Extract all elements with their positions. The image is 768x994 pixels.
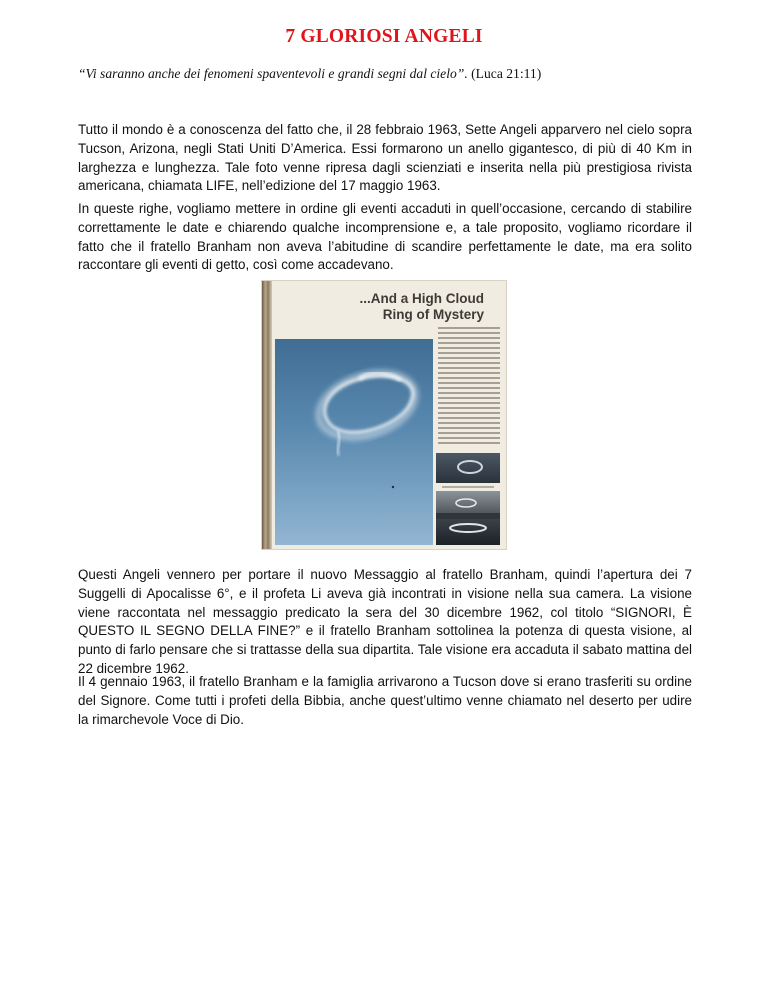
thumbnail-caption-1 [442,486,494,488]
magazine-headline-line1: ...And a High Cloud [359,291,484,306]
magazine-headline-line2: Ring of Mystery [382,307,484,322]
quote-reference: (Luca 21:11) [471,66,542,81]
magazine-thumbnail-1 [436,453,500,483]
paragraph-2: In queste righe, vogliamo mettere in ordine gli eventi accaduti in quell’occasione, cercando di stabilire correttamente le date e chiarendo qualche incomprensione e, a tale proposito, vogliamo ricordare il fatto che il fratello Branham non aveva l’abitudine di scandire perfettamente le date, ma era solito raccontare gli eventi di getto, così come accadevano. [78,201,692,273]
document-title: 7 GLORIOSI ANGELI [285,26,483,47]
paragraph-4: Il 4 gennaio 1963, il fratello Branham e la famiglia arrivarono a Tucson dove si erano trasferiti su ordine del Signore. Come tutti i profeti della Bibbia, anche quest’ultimo venne chiamato nel deserto per udire la rimarchevole Voce di Dio. [78,674,692,727]
magazine-article-text [438,327,500,447]
magazine-thumbnail-2 [436,491,500,521]
magazine-headline [284,291,484,323]
magazine-thumbnail-3 [436,519,500,545]
scripture-quote [78,66,718,82]
paragraph-3: Questi Angeli vennero per portare il nuovo Messaggio al fratello Branham, quindi l’apertura dei 7 Suggelli di Apocalisse 6°, e il profeta Li aveva già incontrati in visione nella sua camera. La visione viene raccontata nel messaggio predicato la sera del 30 dicembre 1962, col titolo “SIGNORI, È QUESTO IL SEGNO DELLA FINE?” e il fratello Branham sottolinea la potenza di questa visione, al punto di farlo pensare che si trattasse della sua dipartita. Tale visione era accaduta il sabato mattina del 22 dicembre 1962. [78,567,692,676]
magazine-spine [262,281,272,549]
cloud-ring-photo [275,339,433,545]
magazine-photo [262,281,506,549]
paragraph-1: Tutto il mondo è a conoscenza del fatto che, il 28 febbraio 1963, Sette Angeli apparvero nel cielo sopra Tucson, Arizona, negli Stati Uniti D’America. Essi formarono un anello gigantesco, di più di 40 Km in larghezza e lunghezza. Tale foto venne ripresa dagli scienziati e inserita nella più prestigiosa rivista americana, chiamata LIFE, nell’edizione del 17 maggio 1963. [78,122,692,194]
quote-text: “Vi saranno anche dei fenomeni spaventevoli e grandi segni dal cielo”. [78,66,468,81]
cloud-ring-image [275,339,433,545]
